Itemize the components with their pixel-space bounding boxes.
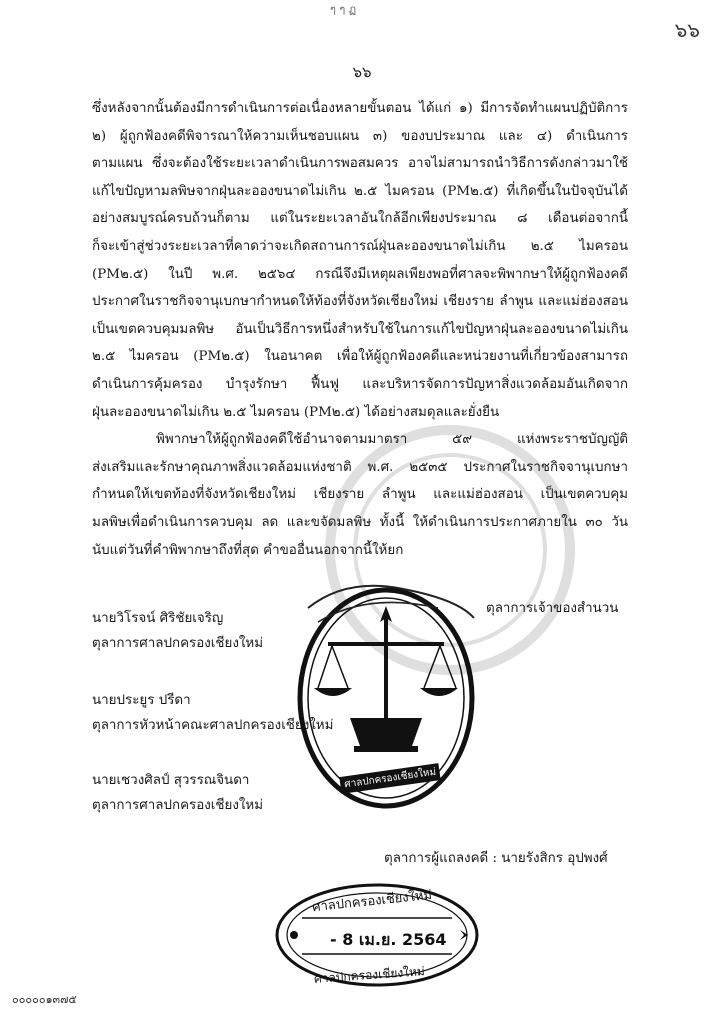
stamp-top-text: ศาลปกครองเชียงใหม่: [311, 887, 433, 916]
stamp-bottom-text: ศาลปกครองเชียงใหม่: [313, 964, 426, 986]
owner-title: ตุลาการเจ้าของสำนวน: [486, 601, 619, 616]
text-line: มลพิษเพื่อดำเนินการควบคุม ลด และขจัดมลพิษ ทั้งนี้ ให้ดำเนินการประกาศภายใน ๓๐ วัน: [92, 514, 628, 530]
statement-judge: ตุลาการผู้แถลงคดี : นายรังสิกร อุปพงศ์: [384, 851, 608, 866]
judge1-title: ตุลาการศาลปกครองเชียงใหม่: [92, 636, 264, 651]
corner-page-number: ๖๖: [674, 18, 700, 42]
document-id: ๐๐๐๐๐๑๓๗๕: [12, 993, 77, 1006]
stamp-date: - 8 เม.ย. 2564: [330, 930, 447, 949]
judge3-name: นายเชวงศิลป์ สุวรรณจินดา: [92, 773, 250, 788]
text-line: ๒.๕ ไมครอน (PM๒.๕) ในอนาคต เพื่อให้ผู้ถูกฟ้องคดีและหน่วยงานที่เกี่ยวข้องสามารถ: [92, 349, 628, 365]
text-line: (PM๒.๕) ในปี พ.ศ. ๒๕๖๔ กรณีจึงมีเหตุผลเพียงพอที่ศาลจะพิพากษาให้ผู้ถูกฟ้องคดี: [92, 266, 628, 282]
text-line: ๒) ผู้ถูกฟ้องคดีพิจารณาให้ความเห็นชอบแผน ๓) ของบประมาณ และ ๔) ดำเนินการ: [92, 128, 628, 144]
text-line: กำหนดให้เขตท้องที่จังหวัดเชียงใหม่ เชียงราย ลำพูน และแม่ฮ่องสอน เป็นเขตควบคุม: [92, 487, 628, 503]
text-line: ประกาศในราชกิจจานุเบกษากำหนดให้ท้องที่จังหวัดเชียงใหม่ เชียงราย ลำพูน และแม่ฮ่องสอน: [92, 294, 628, 310]
judge3-title: ตุลาการศาลปกครองเชียงใหม่: [92, 798, 264, 813]
text-line: เป็นเขตควบคุมมลพิษ อันเป็นวิธีการหนึ่งสำหรับใช้ในการแก้ไขปัญหาฝุ่นละอองขนาดไม่เกิน: [92, 321, 628, 337]
text-line: ก็จะเข้าสู่ช่วงระยะเวลาที่คาดว่าจะเกิดสถานการณ์ฝุ่นละอองขนาดไม่เกิน ๒.๕ ไมครอน: [92, 238, 628, 254]
text-line: พิพากษาให้ผู้ถูกฟ้องคดีใช้อำนาจตามมาตรา ๕๙ แห่งพระราชบัญญัติ: [156, 432, 628, 448]
judge1-name: นายวิโรจน์ ศิริชัยเจริญ: [92, 611, 224, 626]
page-number: ๖๖: [352, 63, 372, 81]
text-line: ส่งเสริมและรักษาคุณภาพสิ่งแวดล้อมแห่งชาติ พ.ศ. ๒๕๓๕ ประกาศในราชกิจจานุเบกษา: [92, 459, 628, 475]
text-line: ซึ่งหลังจากนั้นต้องมีการดำเนินการต่อเนื่องหลายขั้นตอน ได้แก่ ๑) มีการจัดทำแผนปฏิบัติการ: [92, 101, 628, 116]
text-line: แก้ไขปัญหามลพิษจากฝุ่นละอองขนาดไม่เกิน ๒.๕ ไมครอน (PM๒.๕) ที่เกิดขึ้นในปัจจุบันได้: [92, 183, 628, 199]
text-line: นับแต่วันที่คำพิพากษาถึงที่สุด คำขออื่นนอกจากนี้ให้ยก: [92, 542, 404, 558]
judge2-title: ตุลาการหัวหน้าคณะศาลปกครองเชียงใหม่: [92, 718, 334, 733]
top-fragment-text: ๆ ๆ ฏ: [330, 3, 357, 16]
text-line: ฝุ่นละอองขนาดไม่เกิน ๒.๕ ไมครอน (PM๒.๕) ได้อย่างสมดุลและยั่งยืน: [92, 404, 500, 420]
text-line: อย่างสมบูรณ์ครบถ้วนก็ตาม แต่ในระยะเวลาอันใกล้อีกเพียงประมาณ ๘ เดือนต่อจากนี้: [92, 211, 628, 227]
text-line: ตามแผน ซึ่งจะต้องใช้ระยะเวลาดำเนินการพอสมควร อาจไม่สามารถนำวิธีการดังกล่าวมาใช้: [92, 156, 628, 172]
text-line: ดำเนินการคุ้มครอง บำรุงรักษา ฟื้นฟู และบริหารจัดการปัญหาสิ่งแวดล้อมอันเกิดจาก: [92, 376, 628, 392]
judge2-name: นายประยูร ปรีดา: [92, 693, 191, 708]
judgment-text: [92, 95, 628, 564]
seal-label: ศาลปกครองเชียงใหม่: [339, 763, 441, 794]
